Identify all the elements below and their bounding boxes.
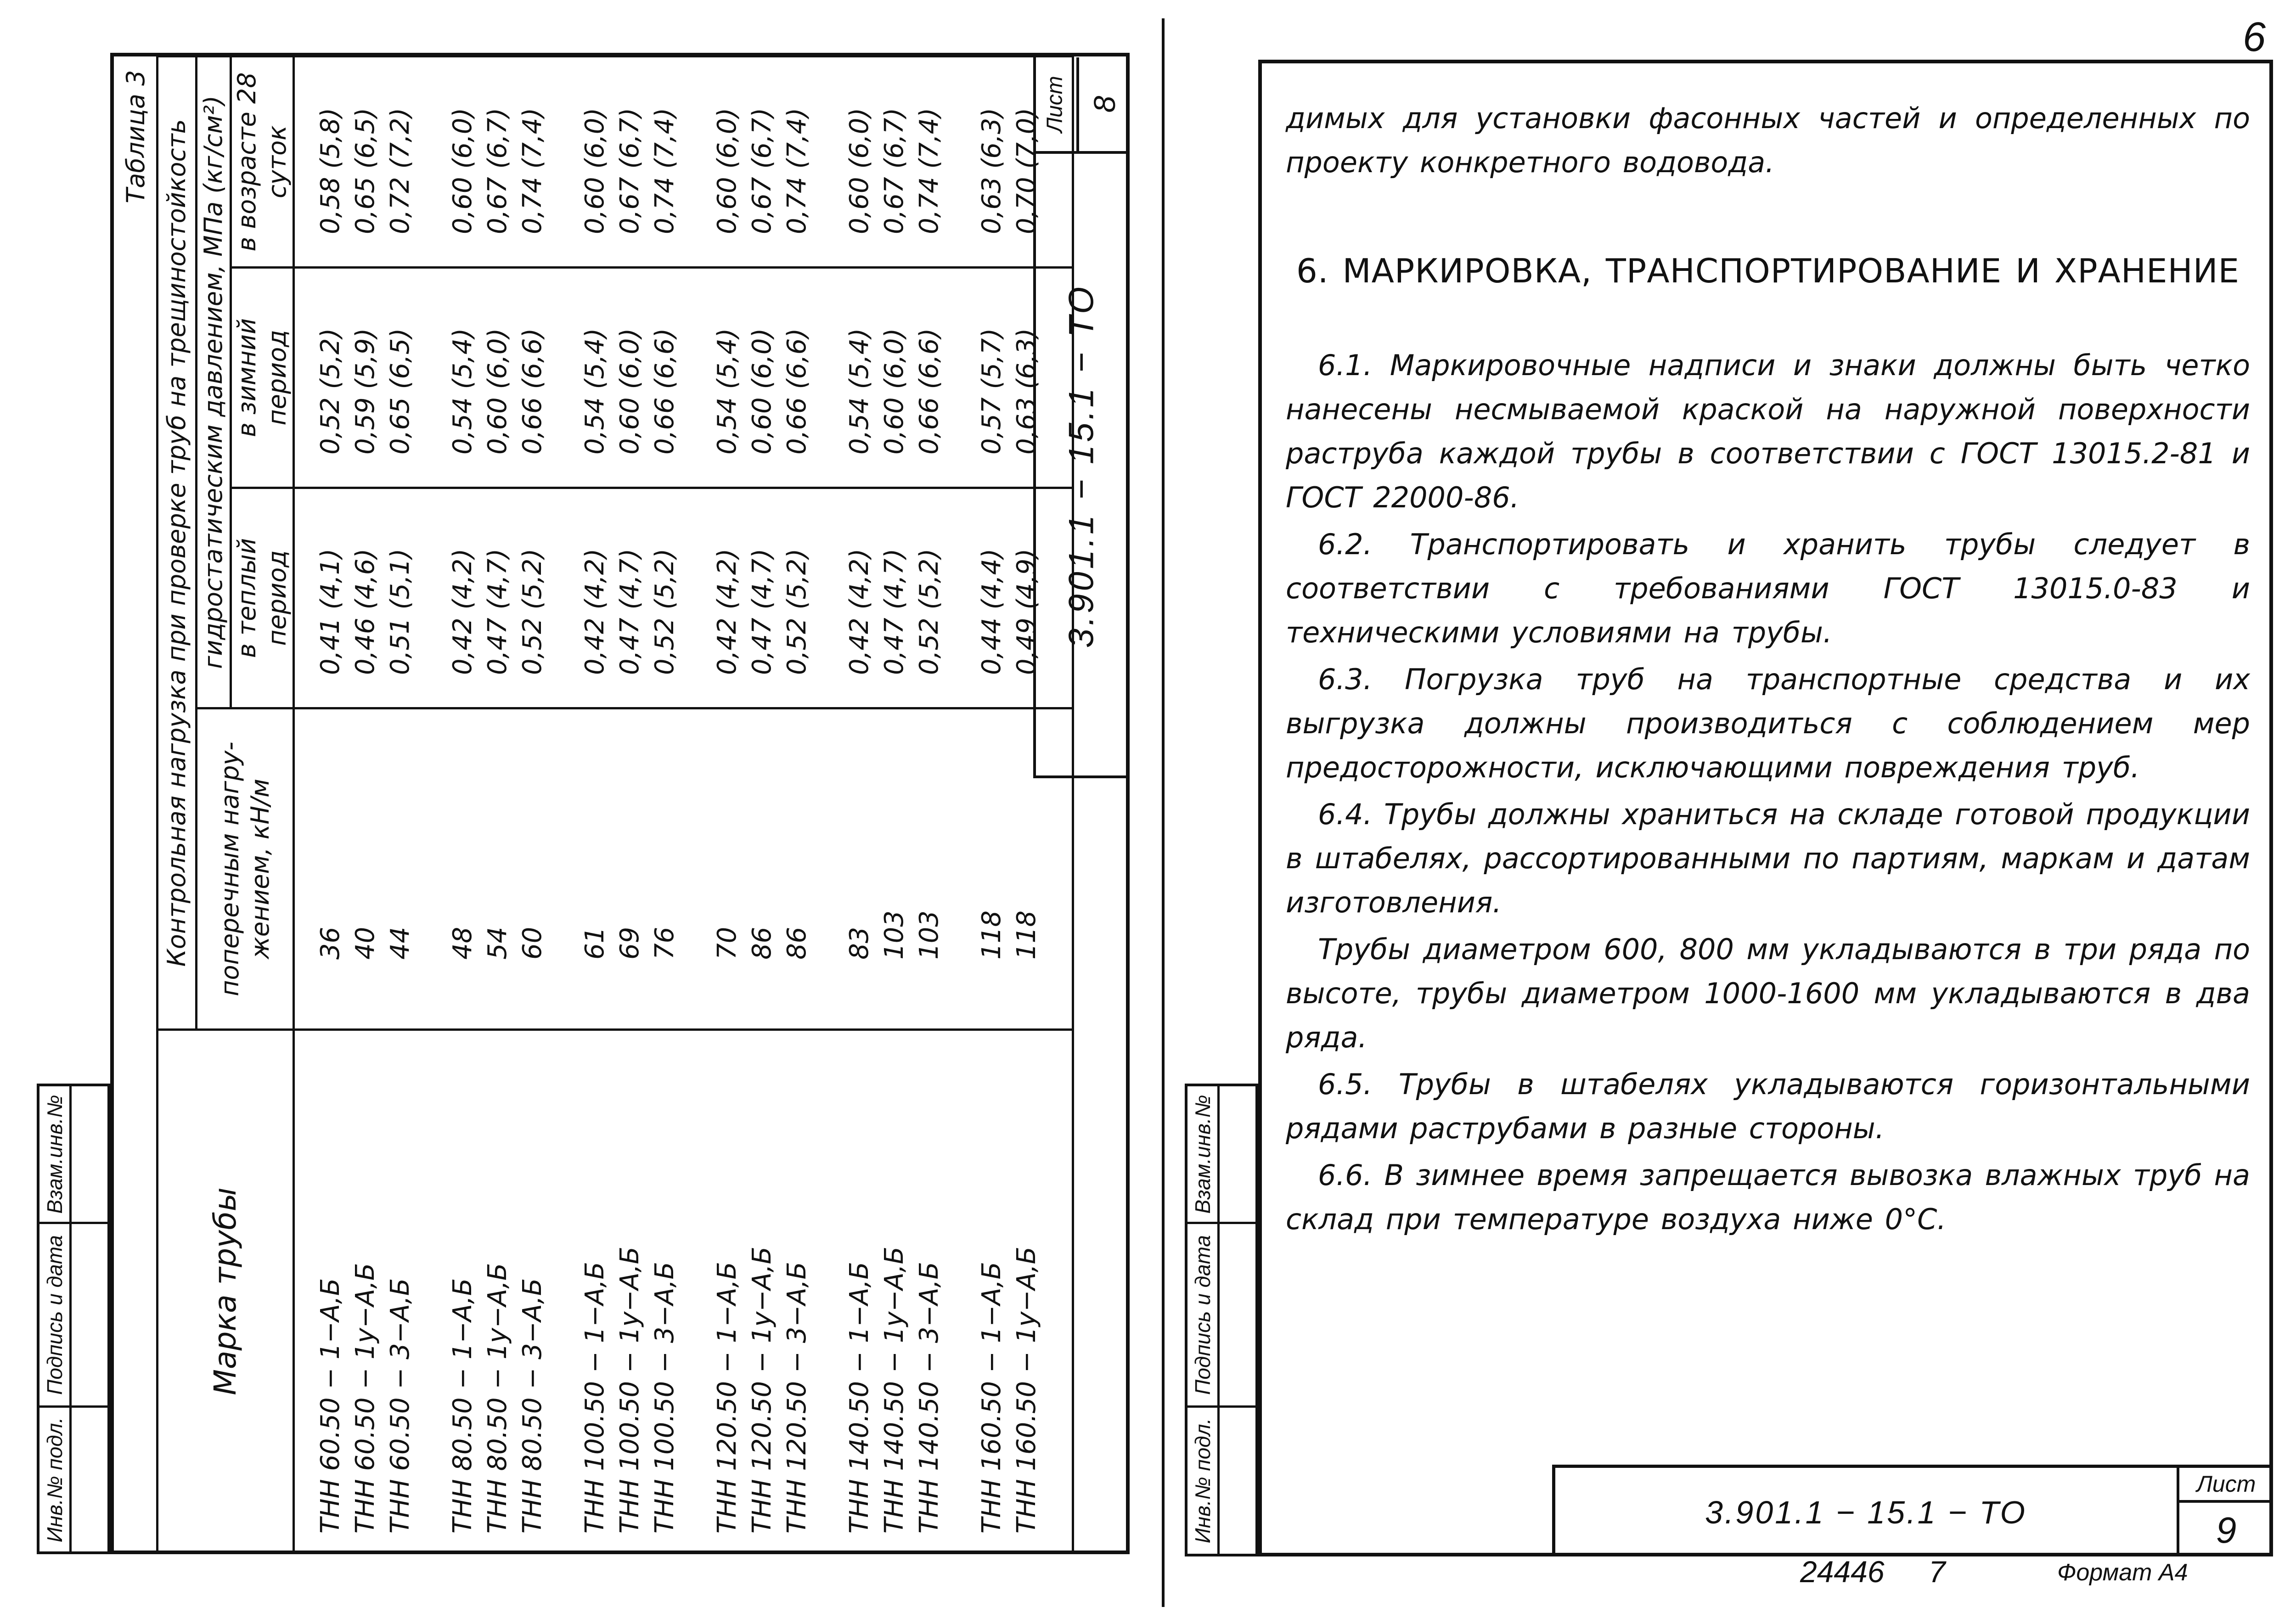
para-6-2: 6.2. Транспортировать и хранить трубы следует в соответствии с требованиями ГОСТ 13015.0-83 и техническими условиями на трубы. [1286, 528, 2250, 649]
mark: ТНН 60.50 − 1−А,Б [315, 1278, 345, 1534]
warm: 0,47 (4,7) [747, 548, 777, 675]
warm: 0,47 (4,7) [615, 548, 645, 675]
load: 61 [580, 927, 610, 960]
para-6-6: 6.6. В зимнее время запрещается вывозка влажных труб на склад при температуре воздуха ниже 0°С. [1286, 1158, 2250, 1236]
left-sheet-number: 8 [1087, 96, 1121, 113]
winter: 0,60 (6,0) [747, 328, 777, 455]
load: 36 [315, 927, 345, 960]
age: 0,67 (6,7) [615, 107, 645, 234]
warm: 0,47 (4,7) [879, 548, 909, 675]
right-text-body [1286, 96, 2250, 1244]
age: 0,67 (6,7) [747, 107, 777, 234]
mark: ТНН 120.50 − 1−А,Б [712, 1262, 742, 1534]
right-sheet-number: 9 [2216, 1510, 2237, 1551]
group-0 [313, 1031, 418, 1534]
winter: 0,66 (6,6) [782, 328, 812, 455]
winter: 0,66 (6,6) [650, 328, 680, 455]
load: 103 [879, 910, 909, 960]
mark: ТНН 140.50 − 3−А,Б [914, 1262, 944, 1534]
pipe-load-table [115, 57, 1041, 1554]
winter: 0,66 (6,6) [914, 328, 944, 455]
strip-cell-replace [1187, 1086, 1255, 1224]
mark: ТНН 80.50 − 1−А,Б [448, 1278, 478, 1534]
age: 0,74 (7,4) [782, 107, 812, 234]
age: 0,72 (7,2) [385, 107, 415, 234]
intro-text: димых для установки фасонных частей и определенных по проекту конкретного водовода. [1286, 101, 2250, 179]
age: 0,74 (7,4) [914, 107, 944, 234]
age: 0,58 (5,8) [315, 107, 345, 234]
strip-replace-label: Взам.инв.№ [42, 1095, 67, 1214]
strip-inv-label: Инв.№ подл. [1190, 1418, 1215, 1544]
winter: 0,54 (5,4) [844, 328, 874, 455]
group-4 [842, 1031, 947, 1534]
group-1 [445, 1031, 550, 1534]
column-age [294, 56, 1073, 267]
warm: 0,44 (4,4) [977, 548, 1007, 675]
para-6-1: 6.1. Маркировочные надписи и знаки должны быть четко нанесены несмываемой краской на наружной поверхности раструба каждой трубы в соответствии с ГОСТ 13015.2-81 и ГОСТ 22000-86. [1286, 348, 2250, 514]
warm: 0,52 (5,2) [914, 548, 944, 675]
warm: 0,42 (4,2) [448, 548, 478, 675]
winter: 0,60 (6,0) [879, 328, 909, 455]
age: 0,67 (6,7) [483, 107, 512, 234]
header-transverse-line2: жением, кН/м [245, 779, 275, 959]
load: 40 [350, 927, 380, 960]
mark: ТНН 60.50 − 1у−А,Б [350, 1263, 380, 1534]
load: 69 [615, 927, 645, 960]
mark: ТНН 120.50 − 1у−А,Б [747, 1247, 777, 1534]
right-side-strip [1185, 1084, 1258, 1556]
group-3 [710, 1031, 815, 1534]
mark: ТНН 100.50 − 1−А,Б [580, 1262, 610, 1534]
group-5 [974, 1031, 1044, 1534]
right-sheet-label: Лист [2179, 1468, 2273, 1503]
warm: 0,52 (5,2) [782, 548, 812, 675]
warm: 0,42 (4,2) [844, 548, 874, 675]
winter: 0,54 (5,4) [448, 328, 478, 455]
mark: ТНН 100.50 − 1у−А,Б [615, 1247, 645, 1534]
strip-sign-label: Подпись и дата [42, 1235, 67, 1395]
footer-code: 24446 [1800, 1555, 1885, 1589]
warm: 0,49 (4,9) [1012, 548, 1041, 675]
winter: 0,57 (5,7) [977, 328, 1007, 455]
winter: 0,52 (5,2) [315, 328, 345, 455]
load: 76 [650, 927, 680, 960]
sheet-divider [1162, 18, 1165, 1607]
warm: 0,46 (4,6) [350, 548, 380, 675]
mark: ТНН 140.50 − 1−А,Б [844, 1262, 874, 1534]
load: 54 [483, 927, 512, 960]
right-sheet-box [2177, 1468, 2273, 1556]
group-2 [578, 1031, 682, 1534]
para-6-4: 6.4. Трубы должны храниться на складе готовой продукции в штабелях, рассортированными по партиям, маркам и датам изготовления. [1286, 798, 2250, 919]
load: 118 [977, 910, 1007, 960]
warm: 0,51 (5,1) [385, 548, 415, 675]
page-number: 6 [2242, 14, 2266, 60]
header-load-group: Контрольная нагрузка при проверке труб на трещиностойкость [158, 56, 197, 1029]
age: 0,67 (6,7) [879, 107, 909, 234]
strip-cell-replace [39, 1086, 107, 1224]
column-load [294, 708, 1073, 1030]
winter: 0,65 (6,5) [385, 328, 415, 455]
footer-num: 7 [1929, 1555, 1946, 1589]
warm: 0,52 (5,2) [650, 548, 680, 675]
header-winter: в зимний период [231, 268, 294, 488]
winter: 0,54 (5,4) [712, 328, 742, 455]
para-6-4-b: Трубы диаметром 600, 800 мм укладываются в три ряда по высоте, трубы диаметром 1000-1600 мм укладываются в два ряда. [1286, 933, 2250, 1054]
mark: ТНН 140.50 − 1у−А,Б [879, 1247, 909, 1534]
section-heading: 6. МАРКИРОВКА, ТРАНСПОРТИРОВАНИЕ И ХРАНЕНИЕ [1296, 252, 2240, 290]
age: 0,60 (6,0) [448, 107, 478, 234]
para-6-3: 6.3. Погрузка труб на транспортные средства и их выгрузка должны производиться с соблюдением мер предосторожности, исключающими повреждения труб. [1286, 663, 2250, 784]
header-hydro: гидростатическим давлением, МПа (кг/см²) [197, 56, 231, 708]
winter: 0,59 (5,9) [350, 328, 380, 455]
strip-replace-label: Взам.инв.№ [1190, 1095, 1215, 1214]
winter: 0,60 (6,0) [483, 328, 512, 455]
left-side-strip [37, 1084, 110, 1554]
mark: ТНН 160.50 − 1у−А,Б [1012, 1247, 1041, 1534]
winter: 0,63 (6,3) [1012, 328, 1041, 455]
mark: ТНН 160.50 − 1−А,Б [977, 1262, 1007, 1534]
load: 44 [385, 927, 415, 960]
left-title-stamp [1033, 57, 1130, 778]
footer-format: Формат А4 [2057, 1559, 2188, 1586]
mark: ТНН 80.50 − 1у−А,Б [483, 1263, 512, 1534]
warm: 0,52 (5,2) [518, 548, 547, 675]
winter: 0,66 (6,6) [518, 328, 547, 455]
load: 103 [914, 910, 944, 960]
strip-inv-label: Инв.№ подл. [42, 1417, 67, 1542]
strip-cell-inv [1187, 1408, 1255, 1554]
mark: ТНН 80.50 − 3−А,Б [518, 1278, 547, 1534]
load: 118 [1012, 910, 1041, 960]
mark: ТНН 120.50 − 3−А,Б [782, 1262, 812, 1534]
load: 86 [747, 927, 777, 960]
age: 0,74 (7,4) [518, 107, 547, 234]
column-winter [294, 268, 1073, 488]
strip-sign-label: Подпись и дата [1190, 1235, 1215, 1395]
warm: 0,41 (4,1) [315, 548, 345, 675]
right-stamp-code: 3.901.1 − 15.1 − ТО [1705, 1494, 2027, 1530]
load: 60 [518, 927, 547, 960]
column-marks [294, 1030, 1073, 1553]
header-pipe-mark: Марка трубы [158, 1030, 294, 1553]
age: 0,63 (6,3) [977, 107, 1007, 234]
age: 0,70 (7,0) [1012, 107, 1041, 234]
left-sheet-label: Лист [1042, 76, 1067, 133]
mark: ТНН 100.50 − 3−А,Б [650, 1262, 680, 1534]
load: 86 [782, 927, 812, 960]
winter: 0,54 (5,4) [580, 328, 610, 455]
header-warm: в теплый период [231, 488, 294, 708]
header-age: в возрасте 28 суток [231, 56, 294, 267]
right-title-stamp [1552, 1465, 2273, 1556]
column-warm [294, 488, 1073, 708]
age: 0,65 (6,5) [350, 107, 380, 234]
load: 48 [448, 927, 478, 960]
strip-cell-sign [1187, 1224, 1255, 1408]
age: 0,60 (6,0) [580, 107, 610, 234]
warm: 0,47 (4,7) [483, 548, 512, 675]
strip-cell-inv [39, 1408, 107, 1551]
warm: 0,42 (4,2) [580, 548, 610, 675]
rotated-table-area [115, 57, 1130, 1554]
age: 0,74 (7,4) [650, 107, 680, 234]
age: 0,60 (6,0) [844, 107, 874, 234]
table-caption: Таблица 3 [121, 70, 150, 203]
load: 70 [712, 927, 742, 960]
left-stamp-code: 3.901.1 − 15.1 − ТО [1062, 284, 1101, 648]
mark: ТНН 60.50 − 3−А,Б [385, 1278, 415, 1534]
warm: 0,42 (4,2) [712, 548, 742, 675]
header-transverse [197, 708, 294, 1030]
para-6-5: 6.5. Трубы в штабелях укладываются горизонтальными рядами раструбами в разные стороны. [1286, 1067, 2250, 1145]
age: 0,60 (6,0) [712, 107, 742, 234]
header-transverse-line1: поперечным нагру- [215, 742, 244, 996]
load: 83 [844, 927, 874, 960]
winter: 0,60 (6,0) [615, 328, 645, 455]
strip-cell-sign [39, 1224, 107, 1408]
